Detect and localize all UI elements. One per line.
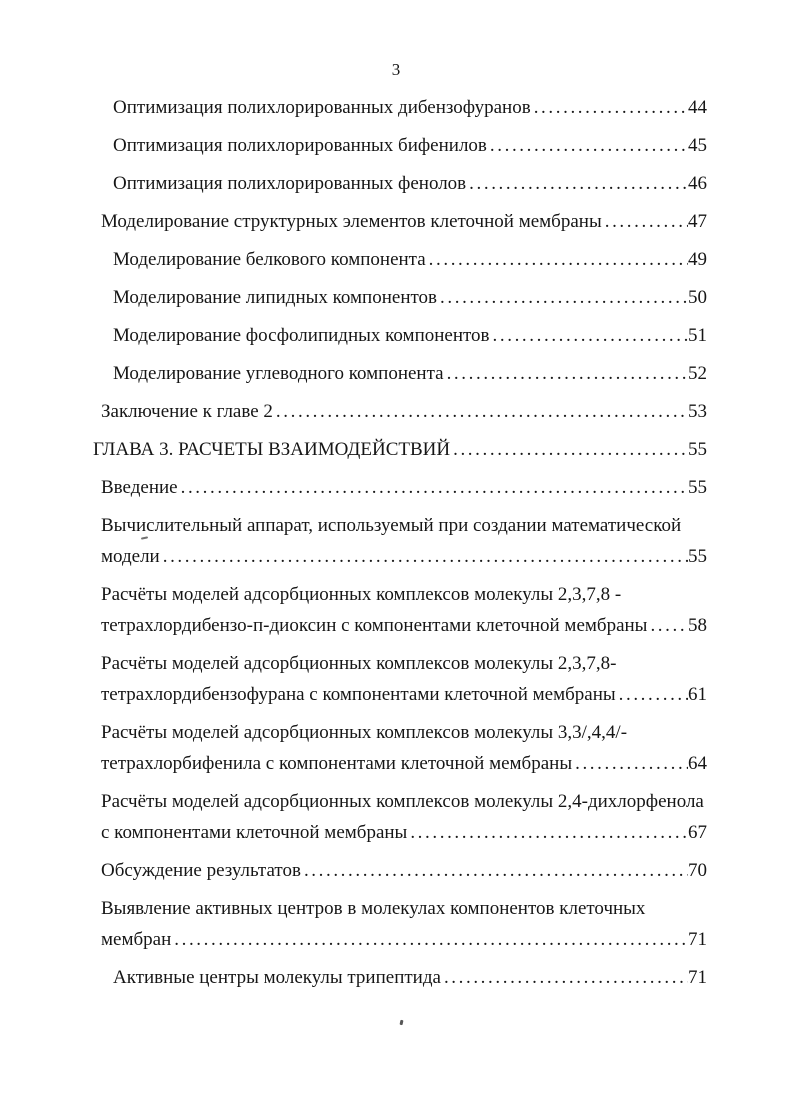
toc-line <box>101 396 707 427</box>
toc-page-number: 71 <box>688 967 707 988</box>
toc-line <box>113 130 707 161</box>
toc-line <box>101 206 707 237</box>
toc-line <box>101 855 707 886</box>
toc-page-number: 55 <box>688 439 707 460</box>
leader-dots <box>181 472 688 503</box>
leader-dots <box>490 130 688 161</box>
toc-entry <box>93 962 707 993</box>
toc-entry-text: Моделирование липидных компонентов <box>113 287 438 308</box>
toc-entry-text: ГЛАВА 3. РАСЧЕТЫ ВЗАИМОДЕЙСТВИЙ <box>93 439 451 460</box>
toc-page-number: 67 <box>688 822 707 843</box>
toc-entry-text: тетрахлордибензо-п-диоксин с компонентами клеточной мембраны <box>101 615 648 636</box>
toc-entry-text: Моделирование углеводного компонента <box>113 363 444 384</box>
page-number-header: 3 <box>391 60 401 79</box>
toc-line <box>113 92 707 123</box>
toc-page-number: 49 <box>688 249 707 270</box>
toc-page-number: 71 <box>688 929 707 950</box>
toc <box>93 92 707 1000</box>
leader-dots <box>429 244 688 275</box>
toc-entry-text: Выявление активных центров в молекулах компонентов клеточных <box>101 898 646 919</box>
toc-entry <box>93 786 707 848</box>
toc-entry-text: Оптимизация полихлорированных дибензофуранов <box>113 97 531 118</box>
toc-line <box>101 472 707 503</box>
toc-entry-text: Моделирование фосфолипидных компонентов <box>113 325 490 346</box>
toc-entry-text: Активные центры молекулы трипептида <box>113 967 441 988</box>
toc-page-number: 64 <box>688 753 707 774</box>
toc-entry <box>93 282 707 313</box>
toc-entry-text: Моделирование белкового компонента <box>113 249 426 270</box>
toc-line <box>101 717 707 748</box>
toc-entry <box>93 855 707 886</box>
toc-entry <box>93 92 707 123</box>
toc-entry-text: с компонентами клеточной мембраны <box>101 822 408 843</box>
toc-entry <box>93 130 707 161</box>
toc-page-number: 55 <box>688 546 707 567</box>
leader-dots <box>444 962 688 993</box>
toc-line <box>101 786 707 817</box>
toc-line <box>113 962 707 993</box>
toc-entry <box>93 717 707 779</box>
toc-page-number: 44 <box>688 97 707 118</box>
toc-entry <box>93 472 707 503</box>
leader-dots <box>619 679 688 710</box>
toc-line <box>101 817 707 848</box>
toc-entry-text: Расчёты моделей адсорбционных комплексов молекулы 2,3,7,8 - <box>101 584 622 605</box>
toc-line <box>101 679 707 710</box>
leader-dots <box>163 541 688 572</box>
toc-line <box>101 610 707 641</box>
toc-entry-text: Расчёты моделей адсорбционных комплексов молекулы 2,4-дихлорфенола <box>101 791 704 812</box>
toc-entry <box>93 434 707 465</box>
leader-dots <box>276 396 688 427</box>
leader-dots <box>174 924 688 955</box>
toc-entry <box>93 648 707 710</box>
toc-page-number: 61 <box>688 684 707 705</box>
leader-dots <box>447 358 688 389</box>
toc-page-number: 70 <box>688 860 707 881</box>
leader-dots <box>410 817 688 848</box>
toc-entry-text: Расчёты моделей адсорбционных комплексов молекулы 2,3,7,8- <box>101 653 617 674</box>
toc-page-number: 45 <box>688 135 707 156</box>
toc-line <box>113 282 707 313</box>
toc-page-number: 47 <box>688 211 707 232</box>
leader-dots <box>534 92 688 123</box>
toc-page-number: 50 <box>688 287 707 308</box>
leader-dots <box>453 434 688 465</box>
toc-line <box>101 579 707 610</box>
toc-page-number: 58 <box>688 615 707 636</box>
toc-page-number: 46 <box>688 173 707 194</box>
toc-entry-text: Моделирование структурных элементов клеточной мембраны <box>101 211 602 232</box>
toc-line <box>101 541 707 572</box>
toc-line <box>93 434 707 465</box>
toc-page-number: 52 <box>688 363 707 384</box>
toc-entry <box>93 320 707 351</box>
leader-dots <box>650 610 688 641</box>
toc-entry <box>93 244 707 275</box>
toc-entry-text: Заключение к главе 2 <box>101 401 273 422</box>
toc-line <box>113 320 707 351</box>
toc-line <box>113 358 707 389</box>
toc-line <box>101 893 707 924</box>
toc-entry <box>93 358 707 389</box>
toc-line <box>113 244 707 275</box>
toc-entry-text: Оптимизация полихлорированных фенолов <box>113 173 467 194</box>
toc-entry-text: тетрахлордибензофурана с компонентами клеточной мембраны <box>101 684 616 705</box>
toc-line <box>113 168 707 199</box>
leader-dots <box>605 206 688 237</box>
toc-entry <box>93 893 707 955</box>
toc-entry <box>93 168 707 199</box>
toc-entry-text: Обсуждение результатов <box>101 860 301 881</box>
toc-entry-text: тетрахлорбифенила с компонентами клеточной мембраны <box>101 753 573 774</box>
toc-line <box>101 748 707 779</box>
leader-dots <box>493 320 688 351</box>
toc-entry-text: модели <box>101 546 160 567</box>
scan-artifact <box>400 1020 404 1026</box>
toc-entry-text: Введение <box>101 477 178 498</box>
toc-line <box>101 648 707 679</box>
leader-dots <box>469 168 688 199</box>
toc-entry <box>93 206 707 237</box>
toc-entry-text: мембран <box>101 929 172 950</box>
toc-entry-text: Вычислительный аппарат, используемый при создании математической <box>101 515 682 536</box>
toc-page-number: 53 <box>688 401 707 422</box>
toc-line <box>101 924 707 955</box>
leader-dots <box>575 748 688 779</box>
leader-dots <box>304 855 688 886</box>
toc-entry <box>93 510 707 572</box>
toc-entry-text: Расчёты моделей адсорбционных комплексов молекулы 3,3/,4,4/- <box>101 722 628 743</box>
toc-page-number: 55 <box>688 477 707 498</box>
toc-entry <box>93 579 707 641</box>
toc-page-number: 51 <box>688 325 707 346</box>
toc-entry <box>93 396 707 427</box>
toc-entry-text: Оптимизация полихлорированных бифенилов <box>113 135 487 156</box>
leader-dots <box>440 282 688 313</box>
toc-line <box>101 510 707 541</box>
